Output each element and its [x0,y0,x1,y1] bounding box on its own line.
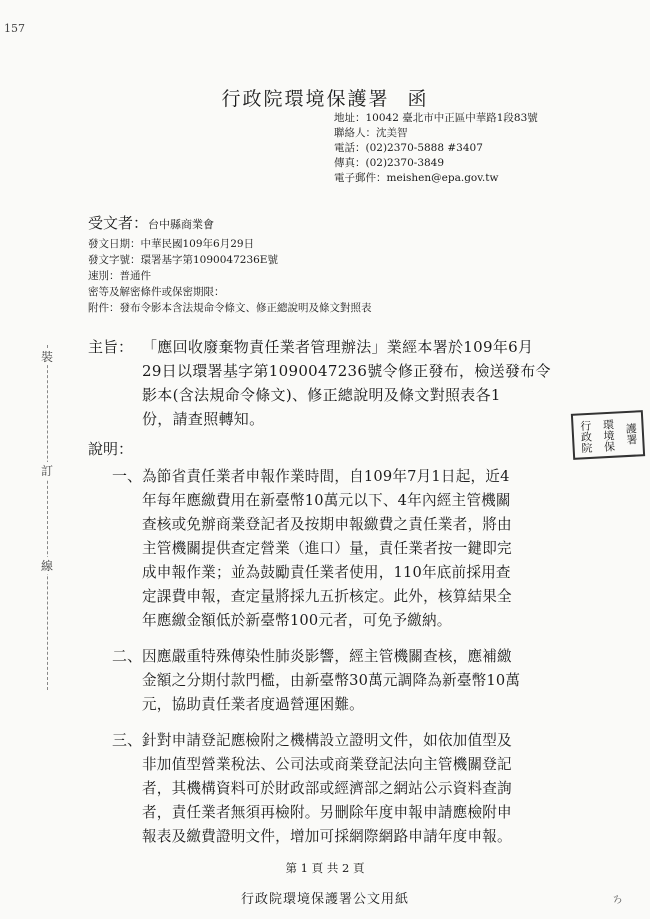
item-line: 因應嚴重特殊傳染性肺炎影響，經主管機關查核，應補繳 [142,648,512,665]
document-title [0,84,650,111]
subject-label: 主旨： [88,338,134,356]
seal-text: 環境保 [601,418,616,452]
footer-paper-name: 行政院環境保護署公文用紙 [240,892,409,907]
recipient [88,212,214,233]
item-line: 定課費申報，查定量將採九五折核定。此外，核算結果全 [142,588,512,605]
contact-fax: 傳真：(02)2370-3849 [334,157,445,169]
contact-address: 地址：10042 臺北市中正區中華路1段83號 [334,112,538,124]
binding-mark: 訂 [41,464,54,478]
item-number: 二、 [112,647,143,665]
item-line: 成申報作業；並為鼓勵責任業者使用，110年底前採用查 [142,564,511,581]
subject-line: 份，請查照轉知。 [142,410,265,428]
secrecy-level: 密等及解密條件或保密期限： [88,286,225,298]
binding-line [47,345,48,690]
item-line: 年每年應繳費用在新臺幣10萬元以下、4年內經主管機關 [142,492,511,509]
item-line: 查核或免辦商業登記者及按期申報繳費之責任業者，將由 [142,516,512,533]
subject-line: 「應回收廢棄物責任業者管理辦法」業經本署於109年6月 [142,338,534,356]
document-type: 函 [407,88,429,110]
item-line: 為節省責任業者申報作業時間，自109年7月1日起，近4 [142,468,510,485]
recipient-value: 台中縣商業會 [148,218,215,231]
subject-line: 29日以環署基字第1090047236號令修正發布，檢送發布令 [142,362,551,380]
subject-line: 影本(含法規命令條文)、修正總說明及條文對照表各1 [142,386,501,404]
attachment: 附件：發布令影本含法規命令條文、修正總說明及條文對照表 [88,302,372,314]
contact-person: 聯絡人：沈美智 [334,127,408,139]
item-number: 三、 [112,731,143,749]
item-line: 年應繳金額低於新臺幣100元者，可免予繳納。 [142,612,452,629]
item-line: 者，責任業者無須再檢附。另刪除年度申報申請應檢附申 [142,804,512,821]
page-number: 157 [4,22,25,35]
item-line: 針對申請登記應檢附之機構設立證明文件，如依加值型及 [142,732,512,749]
binding-mark: 線 [41,559,54,573]
item-line: 報表及繳費證明文件，增加可採網際網路申請年度申報。 [142,828,512,845]
contact-phone: 電話：(02)2370-5888 #3407 [334,142,483,154]
seal-text: 護署 [624,422,639,446]
recipient-label: 受文者： [88,214,149,232]
seal-text: 行政院 [578,419,594,453]
issue-number: 發文字號：環署基字第1090047236E號 [88,254,278,266]
delivery-speed: 速別：普通件 [88,270,151,282]
item-line: 者，其機構資料可於財政部或經濟部之網站公示資料查詢 [142,780,512,797]
explanation-label: 說明： [88,440,134,458]
issue-date: 發文日期：中華民國109年6月29日 [88,238,255,250]
footer-page-count: 第 1 頁 共 2 頁 [285,861,365,875]
item-line: 金額之分期付款門檻，由新臺幣30萬元調降為新臺幣10萬 [142,672,521,689]
item-line: 主管機關提供查定營業（進口）量，責任業者按一鍵即完 [142,540,512,557]
handwritten-mark: ろ [611,893,625,908]
item-line: 元，協助責任業者度過營運困難。 [142,696,364,713]
contact-email: 電子郵件：meishen@epa.gov.tw [334,172,499,184]
binding-mark: 裝 [41,350,54,364]
official-seal [571,410,645,460]
item-line: 非加值型營業稅法、公司法或商業登記法向主管機關登記 [142,756,512,773]
item-number: 一、 [112,467,143,485]
agency-name: 行政院環境保護署 [221,88,390,110]
